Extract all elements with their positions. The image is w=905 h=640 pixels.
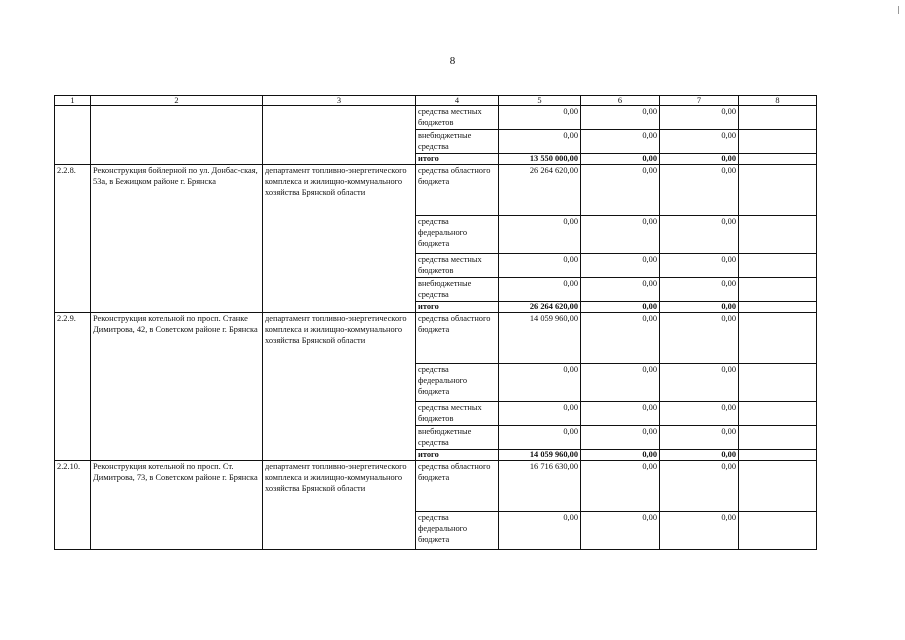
value-cell: 0,00 [499, 254, 581, 278]
source-label: средства областного бюджета [416, 313, 499, 364]
executor-cell: департамент топливно-энергетического комплекса и жилищно-коммунального хозяйства Брянской области [263, 313, 416, 461]
value-cell: 0,00 [660, 313, 739, 364]
page-number: 8 [449, 55, 456, 67]
value-cell: 0,00 [660, 402, 739, 426]
value-cell: 0,00 [499, 278, 581, 302]
source-label: внебюджетные средства [416, 426, 499, 450]
empty-cell [739, 313, 817, 364]
table-row [55, 461, 817, 512]
corner-mark [898, 6, 899, 14]
column-header: 8 [739, 96, 817, 106]
value-cell: 0,00 [581, 216, 660, 254]
source-label: средства областного бюджета [416, 165, 499, 216]
column-header: 2 [91, 96, 263, 106]
value-cell: 0,00 [660, 165, 739, 216]
column-header: 6 [581, 96, 660, 106]
source-label: средства местных бюджетов [416, 402, 499, 426]
empty-cell [739, 461, 817, 512]
value-cell: 0,00 [581, 130, 660, 154]
column-header: 5 [499, 96, 581, 106]
column-header: 4 [416, 96, 499, 106]
empty-cell [739, 165, 817, 216]
value-cell: 0,00 [581, 154, 660, 165]
value-cell: 16 716 630,00 [499, 461, 581, 512]
total-label: итого [416, 450, 499, 461]
source-label: внебюджетные средства [416, 130, 499, 154]
value-cell: 26 264 620,00 [499, 165, 581, 216]
column-header: 1 [55, 96, 91, 106]
item-name-cell: Реконструкция котельной по просп. Ст. Димитрова, 73, в Советском районе г. Брянска [91, 461, 263, 550]
value-cell: 0,00 [499, 512, 581, 550]
value-cell: 0,00 [499, 130, 581, 154]
budget-table [54, 95, 817, 550]
source-label: средства федерального бюджета [416, 364, 499, 402]
value-cell: 0,00 [581, 461, 660, 512]
item-number-cell: 2.2.9. [55, 313, 91, 461]
value-cell: 0,00 [499, 216, 581, 254]
source-label: средства федерального бюджета [416, 512, 499, 550]
table-row [55, 165, 817, 216]
source-label: средства федерального бюджета [416, 216, 499, 254]
value-cell: 0,00 [660, 216, 739, 254]
executor-cell: департамент топливно-энергетического комплекса и жилищно-коммунального хозяйства Брянской области [263, 461, 416, 550]
empty-cell [739, 450, 817, 461]
value-cell: 0,00 [581, 313, 660, 364]
value-cell: 14 059 960,00 [499, 313, 581, 364]
value-cell: 0,00 [660, 254, 739, 278]
empty-cell [739, 278, 817, 302]
value-cell: 0,00 [499, 402, 581, 426]
value-cell: 0,00 [581, 278, 660, 302]
empty-cell [739, 154, 817, 165]
column-header: 3 [263, 96, 416, 106]
executor-cell: департамент топливно-энергетического комплекса и жилищно-коммунального хозяйства Брянской области [263, 165, 416, 313]
value-cell: 0,00 [660, 130, 739, 154]
empty-cell [739, 254, 817, 278]
item-number-cell: 2.2.8. [55, 165, 91, 313]
header-row [55, 96, 817, 106]
total-value: 13 550 000,00 [499, 154, 581, 165]
empty-cell [739, 402, 817, 426]
empty-cell [739, 426, 817, 450]
empty-cell [739, 130, 817, 154]
value-cell: 0,00 [660, 302, 739, 313]
value-cell: 0,00 [660, 461, 739, 512]
value-cell: 0,00 [660, 364, 739, 402]
empty-cell [739, 216, 817, 254]
source-label: средства областного бюджета [416, 461, 499, 512]
total-label: итого [416, 302, 499, 313]
source-label: средства местных бюджетов [416, 106, 499, 130]
table-row [55, 313, 817, 364]
value-cell: 0,00 [581, 165, 660, 216]
value-cell: 0,00 [581, 512, 660, 550]
value-cell: 0,00 [499, 364, 581, 402]
value-cell: 0,00 [581, 402, 660, 426]
item-name-cell: Реконструкция котельной по просп. Станке Димитрова, 42, в Советском районе г. Брянска [91, 313, 263, 461]
value-cell: 0,00 [581, 364, 660, 402]
empty-cell [739, 512, 817, 550]
value-cell: 0,00 [581, 254, 660, 278]
item-name-cell: Реконструкция бойлерной по ул. Донбас-ская, 53а, в Бежицком районе г. Брянска [91, 165, 263, 313]
source-label: внебюджетные средства [416, 278, 499, 302]
total-value: 26 264 620,00 [499, 302, 581, 313]
value-cell: 0,00 [660, 512, 739, 550]
empty-cell [739, 302, 817, 313]
value-cell: 0,00 [660, 154, 739, 165]
total-value: 14 059 960,00 [499, 450, 581, 461]
value-cell: 0,00 [660, 278, 739, 302]
item-name-cell [91, 106, 263, 165]
item-number-cell [55, 106, 91, 165]
value-cell: 0,00 [581, 426, 660, 450]
total-label: итого [416, 154, 499, 165]
value-cell: 0,00 [499, 106, 581, 130]
value-cell: 0,00 [660, 106, 739, 130]
value-cell: 0,00 [499, 426, 581, 450]
empty-cell [739, 364, 817, 402]
value-cell: 0,00 [660, 426, 739, 450]
source-label: средства местных бюджетов [416, 254, 499, 278]
table-row [55, 106, 817, 130]
item-number-cell: 2.2.10. [55, 461, 91, 550]
value-cell: 0,00 [581, 302, 660, 313]
value-cell: 0,00 [581, 450, 660, 461]
value-cell: 0,00 [581, 106, 660, 130]
executor-cell [263, 106, 416, 165]
column-header: 7 [660, 96, 739, 106]
value-cell: 0,00 [660, 450, 739, 461]
empty-cell [739, 106, 817, 130]
